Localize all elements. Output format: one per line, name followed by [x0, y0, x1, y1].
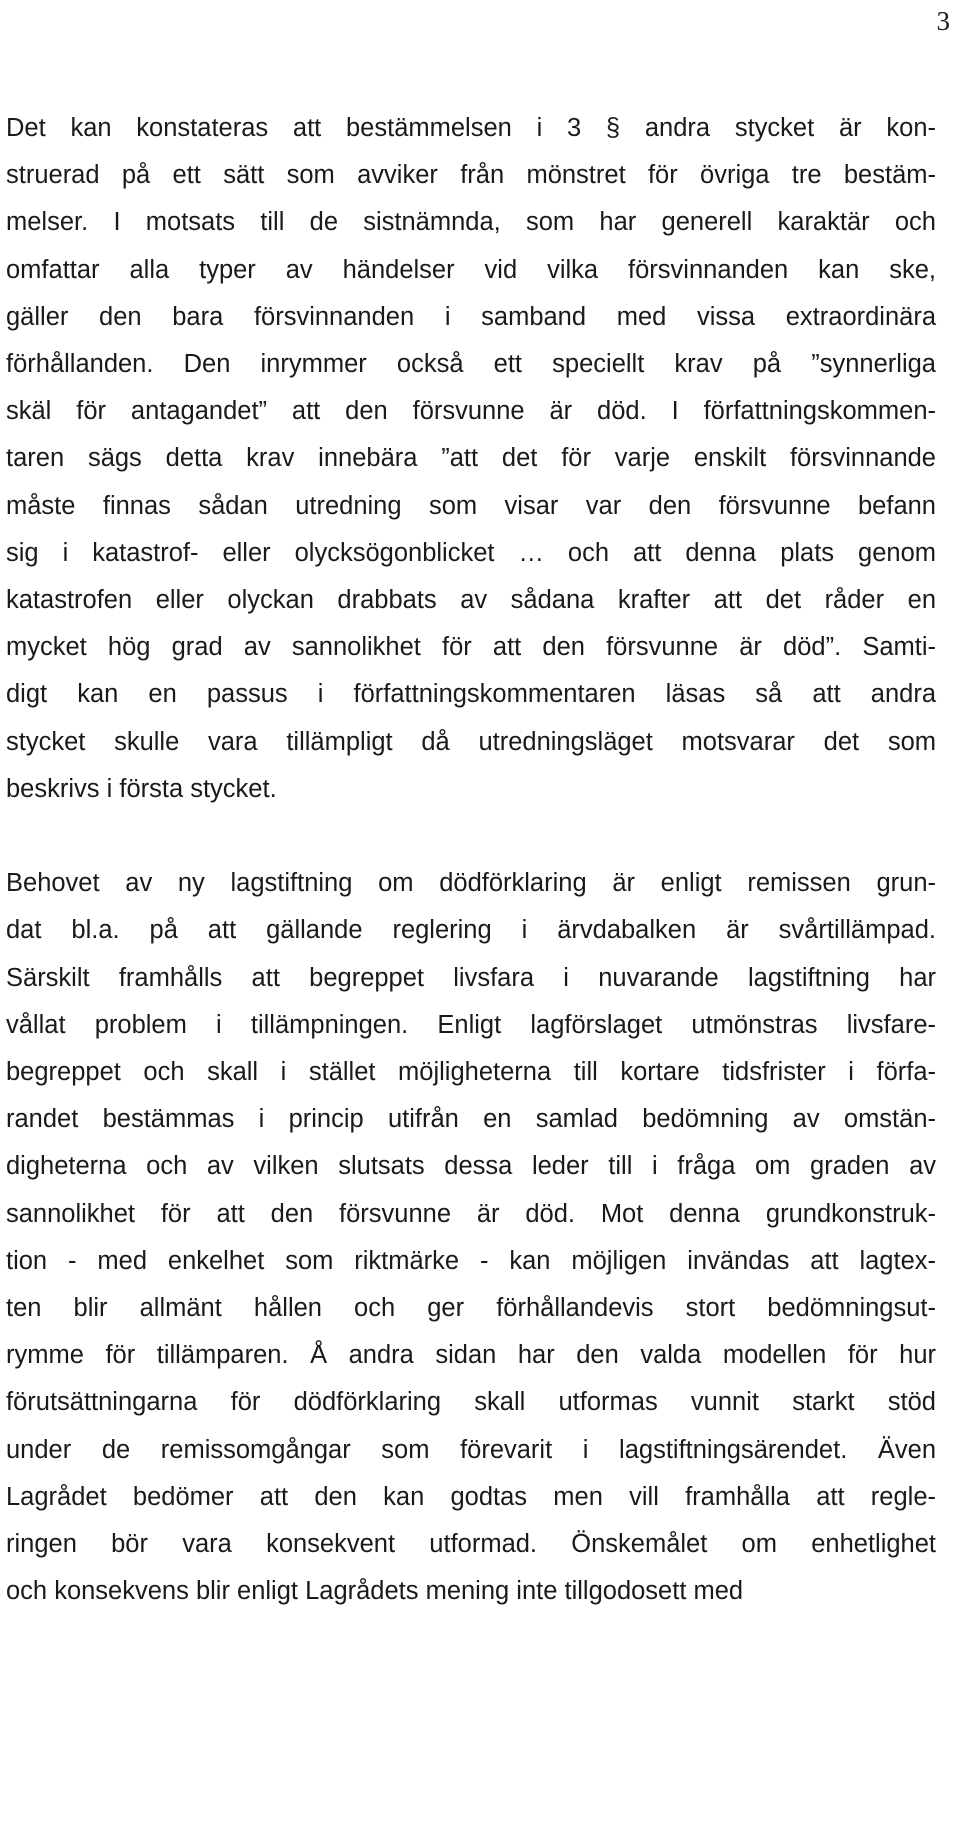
text-line: stycket skulle vara tillämpligt då utredningsläget motsvarar det som — [6, 728, 936, 756]
text-line: Lagrådet bedömer att den kan godtas men vill framhålla att regle- — [6, 1483, 936, 1511]
text-line: melser. I motsats till de sistnämnda, som har generell karaktär och — [6, 208, 936, 236]
text-line: taren sägs detta krav innebära ”att det för varje enskilt försvinnande — [6, 444, 936, 472]
text-line: under de remissomgångar som förevarit i lagstiftningsärendet. Även — [6, 1436, 936, 1464]
text-line: rymme för tillämparen. Å andra sidan har den valda modellen för hur — [6, 1341, 936, 1369]
text-line: beskrivs i första stycket. — [6, 775, 277, 803]
text-line: Det kan konstateras att bestämmelsen i 3 § andra stycket är kon- — [6, 114, 936, 142]
text-line: Behovet av ny lagstiftning om dödförklaring är enligt remissen grun- — [6, 869, 936, 897]
text-line: begreppet och skall i stället möjligheterna till kortare tidsfrister i förfa- — [6, 1058, 936, 1086]
text-line: sig i katastrof- eller olycksögonblicket … och att denna plats genom — [6, 539, 936, 567]
text-line: gäller den bara försvinnanden i samband med vissa extraordinära — [6, 303, 936, 331]
text-line: digt kan en passus i författningskommentaren läsas så att andra — [6, 680, 936, 708]
text-line: vållat problem i tillämpningen. Enligt lagförslaget utmönstras livsfare- — [6, 1011, 936, 1039]
text-line: omfattar alla typer av händelser vid vilka försvinnanden kan ske, — [6, 256, 936, 284]
text-line: ten blir allmänt hållen och ger förhållandevis stort bedömningsut- — [6, 1294, 936, 1322]
text-line: och konsekvens blir enligt Lagrådets mening inte tillgodosett med — [6, 1577, 744, 1605]
text-line: måste finnas sådan utredning som visar var den försvunne befann — [6, 492, 936, 520]
text-line: skäl för antagandet” att den försvunne är död. I författningskommen- — [6, 397, 936, 425]
text-line: förutsättningarna för dödförklaring skall utformas vunnit starkt stöd — [6, 1388, 936, 1416]
text-line: katastrofen eller olyckan drabbats av sådana krafter att det råder en — [6, 586, 936, 614]
text-line: ringen bör vara konsekvent utformad. Önskemålet om enhetlighet — [6, 1530, 936, 1558]
text-line: digheterna och av vilken slutsats dessa leder till i fråga om graden av — [6, 1152, 936, 1180]
text-line: tion - med enkelhet som riktmärke - kan möjligen invändas att lagtex- — [6, 1247, 936, 1275]
text-line: randet bestämmas i princip utifrån en samlad bedömning av omstän- — [6, 1105, 936, 1133]
page-number: 3 — [936, 6, 950, 36]
text-line: dat bl.a. på att gällande reglering i ärvdabalken är svårtillämpad. — [6, 916, 936, 944]
text-line: Särskilt framhålls att begreppet livsfara i nuvarande lagstiftning har — [6, 964, 936, 992]
text-line: sannolikhet för att den försvunne är död. Mot denna grundkonstruk- — [6, 1200, 936, 1228]
text-line: struerad på ett sätt som avviker från mönstret för övriga tre bestäm- — [6, 161, 936, 189]
text-line: förhållanden. Den inrymmer också ett speciellt krav på ”synnerliga — [6, 350, 936, 378]
text-line: mycket hög grad av sannolikhet för att den försvunne är död”. Samti- — [6, 633, 936, 661]
